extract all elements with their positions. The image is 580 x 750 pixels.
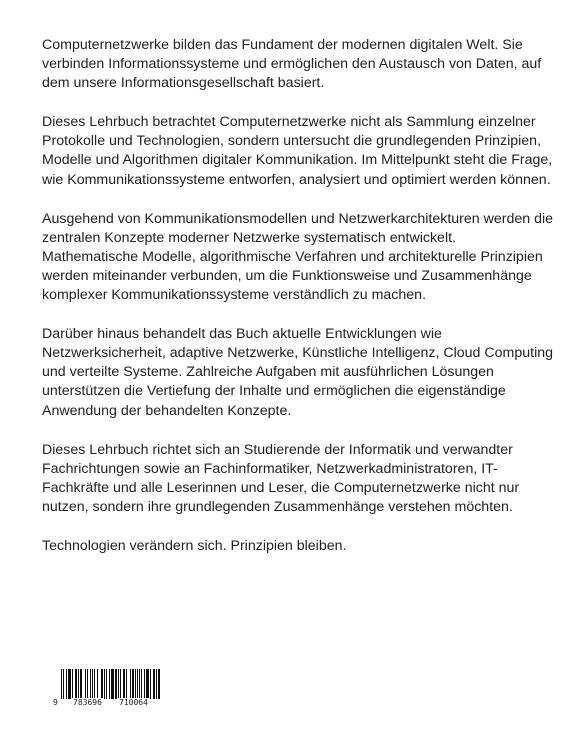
barcode-bar (78, 669, 79, 699)
barcode-digits-left: 783696 (73, 698, 102, 707)
blurb-text (42, 36, 554, 576)
barcode-bar (104, 669, 105, 699)
barcode-bar (101, 669, 103, 699)
barcode-bar (158, 669, 160, 699)
barcode-bar (146, 669, 149, 699)
paragraph-motto: Technologien verändern sich. Prinzipien bleiben. (42, 537, 347, 554)
barcode-bar (123, 669, 125, 699)
barcode-bar (115, 669, 117, 699)
barcode-bar (63, 669, 64, 699)
barcode-bar (87, 669, 88, 699)
barcode-bar (80, 669, 82, 699)
barcode-bar (130, 669, 131, 699)
barcode-bar (97, 669, 98, 699)
barcode-bar (126, 669, 127, 699)
barcode-bar (106, 669, 107, 699)
barcode-bar (139, 669, 140, 699)
barcode-digit-first: 9 (53, 698, 58, 707)
barcode-bar (90, 669, 91, 699)
barcode-bar (144, 669, 145, 699)
barcode-bar (137, 669, 138, 699)
barcode-bar (156, 669, 157, 699)
barcode-bar (120, 669, 121, 699)
barcode-bar (141, 669, 142, 699)
barcode-bar (132, 669, 134, 699)
paragraph-concepts: Ausgehend von Kommunikationsmodellen und Netzwerkarchitekturen werden die zentralen Konzepte moderner Netzwerke systematisch entwickelt. Mathematische Modelle, algorithmische Verfahren und architekturelle Prinzipien werden miteinander verbunden, um die Funktionsweise und Zusammenhänge komplexer Kommunikationssysteme verständlich zu machen. (42, 210, 554, 304)
barcode-digits (53, 698, 180, 708)
barcode-bar (109, 669, 110, 699)
barcode-bar (68, 669, 71, 699)
paragraph-approach: Dieses Lehrbuch betrachtet Computernetzwerke nicht als Sammlung einzelner Protokolle und Technologien, sondern untersucht die grundlegenden Prinzipien, Modelle und Algorithmen digitaler Kommunikation. Im Mittelpunkt steht die Frage, wie Kommunikationssysteme entworfen, analysiert und optimiert werden können. (42, 114, 553, 188)
barcode-bar (92, 669, 93, 699)
barcode-bar (85, 669, 86, 699)
barcode-bar (118, 669, 119, 699)
isbn-barcode (53, 669, 164, 707)
barcode-bar (61, 669, 62, 699)
barcode-bar (75, 669, 77, 699)
paragraph-topics: Darüber hinaus behandelt das Buch aktuelle Entwicklungen wie Netzwerksicherheit, adaptive Netzwerke, Künstliche Intelligenz, Cloud Computing und verteilte Systeme. Zahlreiche Aufgaben mit ausführlichen Lösungen unterstützen die Vertiefung der Inhalte und ermöglichen die eigenständige Anwendung der behandelten Konzepte. (42, 326, 553, 419)
barcode-bar (94, 669, 95, 699)
barcode-bar (150, 669, 151, 699)
barcode-bar (111, 669, 114, 699)
paragraph-intro: Computernetzwerke bilden das Fundament der modernen digitalen Welt. Sie verbinden Informationssysteme und ermöglichen den Austausch von Daten, auf dem unsere Informationsgesellschaft basiert. (42, 37, 542, 92)
barcode-bar (153, 669, 155, 699)
barcode-bar (66, 669, 67, 699)
barcode-bar (72, 669, 73, 699)
barcode-bar (135, 669, 136, 699)
barcode-digits-right: 710064 (119, 698, 148, 707)
paragraph-audience: Dieses Lehrbuch richtet sich an Studierende der Informatik und verwandter Fachrichtungen sowie an Fachinformatiker, Netzwerkadministratoren, IT-Fachkräfte und alle Leserinnen und Leser, die Computernetzwerke nicht nur nutzen, sondern ihre grundlegenden Zusammenhänge verstehen möchten. (42, 441, 520, 515)
barcode-bars (60, 669, 164, 699)
